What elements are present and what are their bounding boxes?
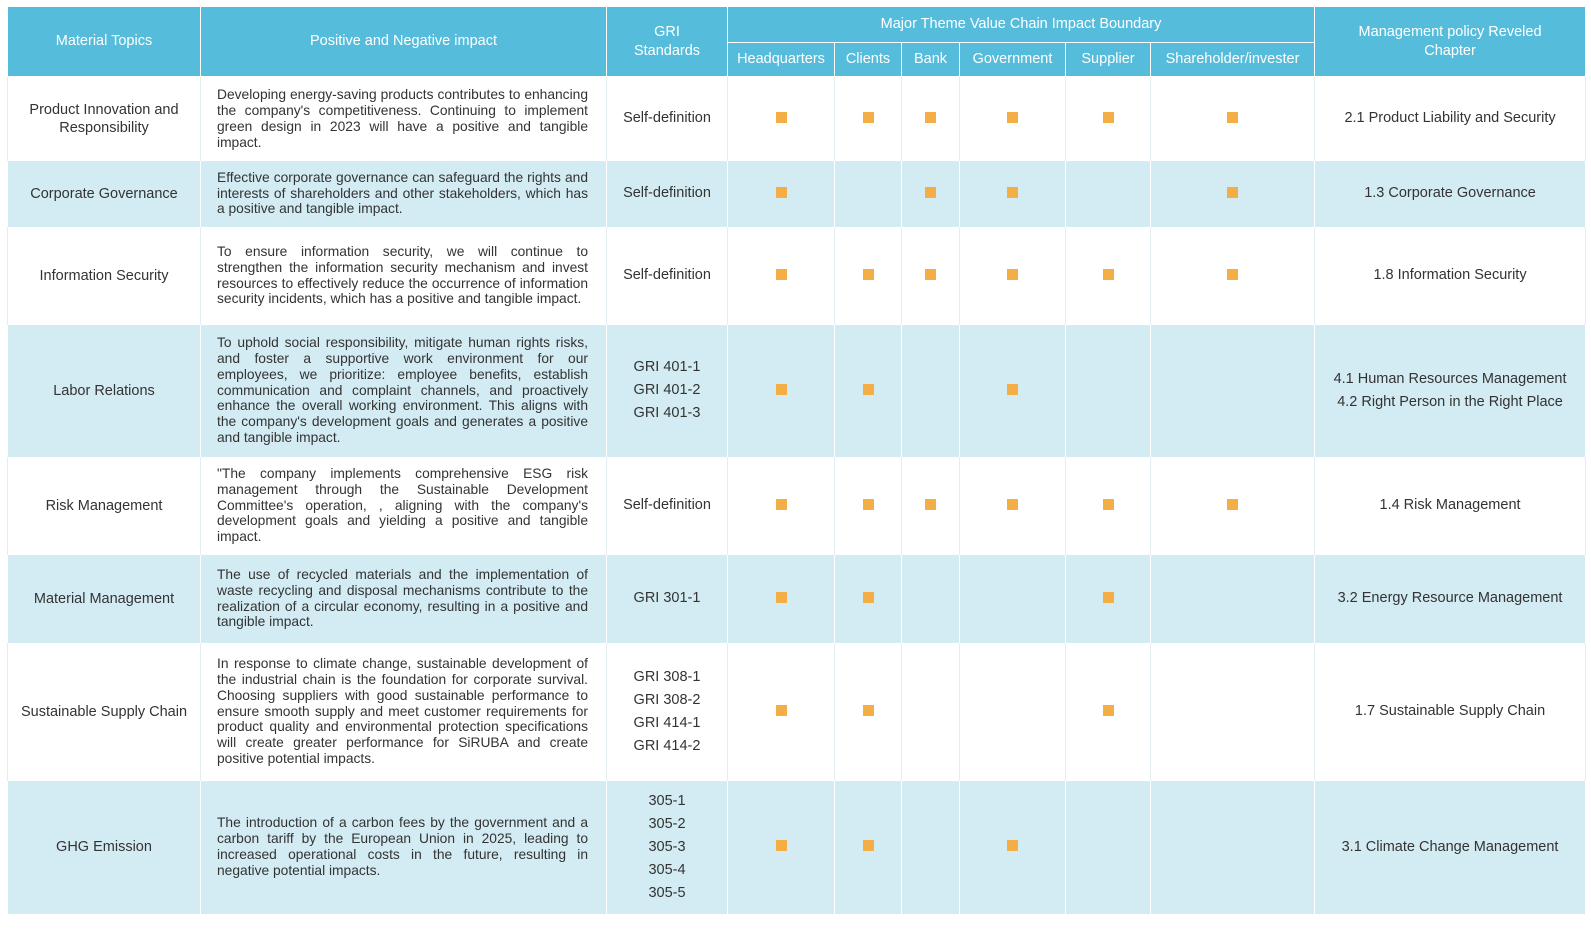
impact-marker-icon [1103,592,1114,603]
impact-marker-icon [1227,269,1238,280]
boundary-cell-clients [835,555,902,643]
gri-standard: GRI 401-3 [633,405,701,421]
impact-marker-icon [1007,384,1018,395]
gri-standard: GRI 301-1 [633,590,701,606]
impact-marker-icon [776,187,787,198]
boundary-cell-clients [835,643,902,781]
impact-marker-icon [863,112,874,123]
boundary-cell-supplier [1066,77,1151,161]
chapter-cell [1315,555,1586,643]
impact-marker-icon [863,592,874,603]
material-topics-table [7,6,1586,914]
boundary-cell-clients [835,227,902,325]
boundary-cell-government [960,161,1066,227]
boundary-cell-government [960,325,1066,457]
topic-cell: Product Innovation and Responsibility [8,77,201,161]
boundary-cell-headquarters [728,781,835,914]
gri-standard: 305-5 [648,884,686,901]
impact-marker-icon [1007,840,1018,851]
boundary-cell-supplier [1066,161,1151,227]
table-body [8,77,1586,914]
chapter-reference: 3.2 Energy Resource Management [1337,590,1563,606]
impact-marker-icon [863,499,874,510]
boundary-cell-bank [902,77,960,161]
impact-marker-icon [863,384,874,395]
impact-cell: Developing energy-saving products contributes to enhancing the company's competitiveness. Continuing to implement green design in 2023 will have a positive and tangible impact. [201,77,607,161]
impact-marker-icon [1007,499,1018,510]
boundary-cell-bank [902,781,960,914]
impact-cell: To uphold social responsibility, mitigate human rights risks, and foster a supportive work environment for our employees, we prioritize: employee benefits, establish communication and complaint channels, and proactively enhance the overall working environment. This aligns with the company's development goals and generates a positive and tangible impact. [201,325,607,457]
impact-marker-icon [925,112,936,123]
impact-marker-icon [1103,499,1114,510]
boundary-cell-shareholder [1151,161,1315,227]
chapter-cell [1315,227,1586,325]
header-management-text: Management policy Reveled Chapter [1358,23,1542,59]
topic-cell: Corporate Governance [8,161,201,227]
impact-marker-icon [1227,187,1238,198]
boundary-cell-supplier [1066,781,1151,914]
impact-marker-icon [863,840,874,851]
table-row [8,781,1586,914]
impact-marker-icon [925,187,936,198]
impact-marker-icon [863,269,874,280]
impact-marker-icon [1103,269,1114,280]
gri-cell [607,161,728,227]
header-gri-text: GRI Standards [633,23,701,59]
table-row [8,643,1586,781]
boundary-cell-headquarters [728,643,835,781]
boundary-cell-supplier [1066,555,1151,643]
gri-cell [607,227,728,325]
gri-standard: GRI 414-2 [633,737,701,754]
impact-cell: "The company implements comprehensive ESG risk management through the Sustainable Development Committee's operation, , aligning with the company's development goals and yielding a positive and tangible impact. [201,457,607,555]
gri-standard: GRI 401-1 [633,359,701,375]
gri-cell [607,457,728,555]
table-row [8,457,1586,555]
chapter-cell [1315,781,1586,914]
boundary-cell-supplier [1066,325,1151,457]
gri-standard: GRI 401-2 [633,382,701,398]
chapter-cell [1315,643,1586,781]
gri-cell [607,77,728,161]
gri-cell [607,555,728,643]
chapter-cell [1315,77,1586,161]
gri-cell [607,781,728,914]
topic-cell: Sustainable Supply Chain [8,643,201,781]
impact-marker-icon [776,499,787,510]
boundary-cell-clients [835,77,902,161]
impact-marker-icon [776,269,787,280]
boundary-cell-government [960,555,1066,643]
impact-marker-icon [1007,269,1018,280]
chapter-reference: 2.1 Product Liability and Security [1344,110,1556,127]
impact-marker-icon [776,112,787,123]
impact-marker-icon [776,592,787,603]
boundary-cell-shareholder [1151,325,1315,457]
gri-standard: Self-definition [623,185,711,201]
boundary-cell-headquarters [728,161,835,227]
chapter-cell [1315,161,1586,227]
table-row [8,77,1586,161]
chapter-reference: 1.4 Risk Management [1379,497,1521,513]
impact-marker-icon [776,384,787,395]
impact-marker-icon [1227,112,1238,123]
boundary-cell-government [960,457,1066,555]
chapter-reference: 1.8 Information Security [1373,267,1527,283]
gri-standard: Self-definition [623,267,711,283]
gri-standard: GRI 308-1 [633,668,701,685]
impact-cell: The use of recycled materials and the implementation of waste recycling and disposal mechanisms contribute to the realization of a circular economy, resulting in a positive and tangible impact. [201,555,607,643]
chapter-reference: 4.2 Right Person in the Right Place [1337,393,1563,410]
boundary-cell-bank [902,227,960,325]
boundary-cell-shareholder [1151,457,1315,555]
gri-standard: 305-3 [648,838,686,855]
impact-marker-icon [925,269,936,280]
boundary-cell-headquarters [728,325,835,457]
boundary-cell-government [960,643,1066,781]
boundary-cell-clients [835,161,902,227]
impact-marker-icon [1227,499,1238,510]
header-gri-standards [607,7,728,77]
chapter-reference: 3.1 Climate Change Management [1341,838,1559,855]
topic-cell: Labor Relations [8,325,201,457]
header-supplier: Supplier [1066,43,1151,77]
header-impact: Positive and Negative impact [201,7,607,77]
gri-standard: Self-definition [623,110,711,127]
impact-marker-icon [1007,187,1018,198]
gri-cell [607,325,728,457]
boundary-cell-shareholder [1151,77,1315,161]
impact-marker-icon [1103,705,1114,716]
boundary-cell-government [960,77,1066,161]
table-row [8,161,1586,227]
gri-standard: GRI 414-1 [633,714,701,731]
impact-cell: In response to climate change, sustainable development of the industrial chain is the foundation for corporate survival. Choosing suppliers with good sustainable performance to ensure smooth supply and meet customer requirements for product quality and environmental protection specifications will create greater performance for SiRUBA and create positive potential impacts. [201,643,607,781]
impact-cell: To ensure information security, we will continue to strengthen the information security mechanism and invest resources to effectively reduce the occurrence of information security incidents, which has a positive and tangible impact. [201,227,607,325]
boundary-cell-headquarters [728,227,835,325]
gri-standard: 305-2 [648,815,686,832]
boundary-cell-bank [902,161,960,227]
gri-standard: 305-4 [648,861,686,878]
topic-cell: Information Security [8,227,201,325]
header-clients: Clients [835,43,902,77]
boundary-cell-headquarters [728,77,835,161]
boundary-cell-supplier [1066,457,1151,555]
impact-marker-icon [1007,112,1018,123]
material-topics-table-container [7,6,1585,914]
header-bank: Bank [902,43,960,77]
gri-standard: 305-1 [648,792,686,809]
boundary-cell-headquarters [728,555,835,643]
topic-cell: Material Management [8,555,201,643]
header-shareholder: Shareholder/invester [1151,43,1315,77]
boundary-cell-clients [835,781,902,914]
boundary-cell-clients [835,457,902,555]
boundary-cell-government [960,781,1066,914]
table-row [8,227,1586,325]
boundary-cell-shareholder [1151,643,1315,781]
table-header [8,7,1586,77]
impact-cell: The introduction of a carbon fees by the government and a carbon tariff by the European Union in 2025, leading to increased operational costs in the future, resulting in negative potential impacts. [201,781,607,914]
chapter-reference: 4.1 Human Resources Management [1333,370,1567,387]
chapter-reference: 1.3 Corporate Governance [1364,185,1536,201]
boundary-cell-headquarters [728,457,835,555]
boundary-cell-government [960,227,1066,325]
impact-marker-icon [863,705,874,716]
header-boundary: Major Theme Value Chain Impact Boundary [728,7,1315,43]
boundary-cell-bank [902,555,960,643]
gri-standard: GRI 308-2 [633,691,701,708]
chapter-reference: 1.7 Sustainable Supply Chain [1354,703,1546,719]
table-row [8,555,1586,643]
impact-cell: Effective corporate governance can safeguard the rights and interests of shareholders and other stakeholders, which has a positive and tangible impact. [201,161,607,227]
boundary-cell-shareholder [1151,555,1315,643]
gri-standard: Self-definition [623,497,711,513]
impact-marker-icon [1103,112,1114,123]
chapter-cell [1315,325,1586,457]
boundary-cell-shareholder [1151,227,1315,325]
boundary-cell-bank [902,457,960,555]
impact-marker-icon [776,840,787,851]
boundary-cell-bank [902,643,960,781]
boundary-cell-shareholder [1151,781,1315,914]
impact-marker-icon [925,499,936,510]
header-material-topics: Material Topics [8,7,201,77]
topic-cell: GHG Emission [8,781,201,914]
header-government: Government [960,43,1066,77]
table-row [8,325,1586,457]
header-management-chapter [1315,7,1586,77]
boundary-cell-supplier [1066,643,1151,781]
header-headquarters: Headquarters [728,43,835,77]
impact-marker-icon [776,705,787,716]
topic-cell: Risk Management [8,457,201,555]
gri-cell [607,643,728,781]
boundary-cell-clients [835,325,902,457]
boundary-cell-supplier [1066,227,1151,325]
boundary-cell-bank [902,325,960,457]
chapter-cell [1315,457,1586,555]
